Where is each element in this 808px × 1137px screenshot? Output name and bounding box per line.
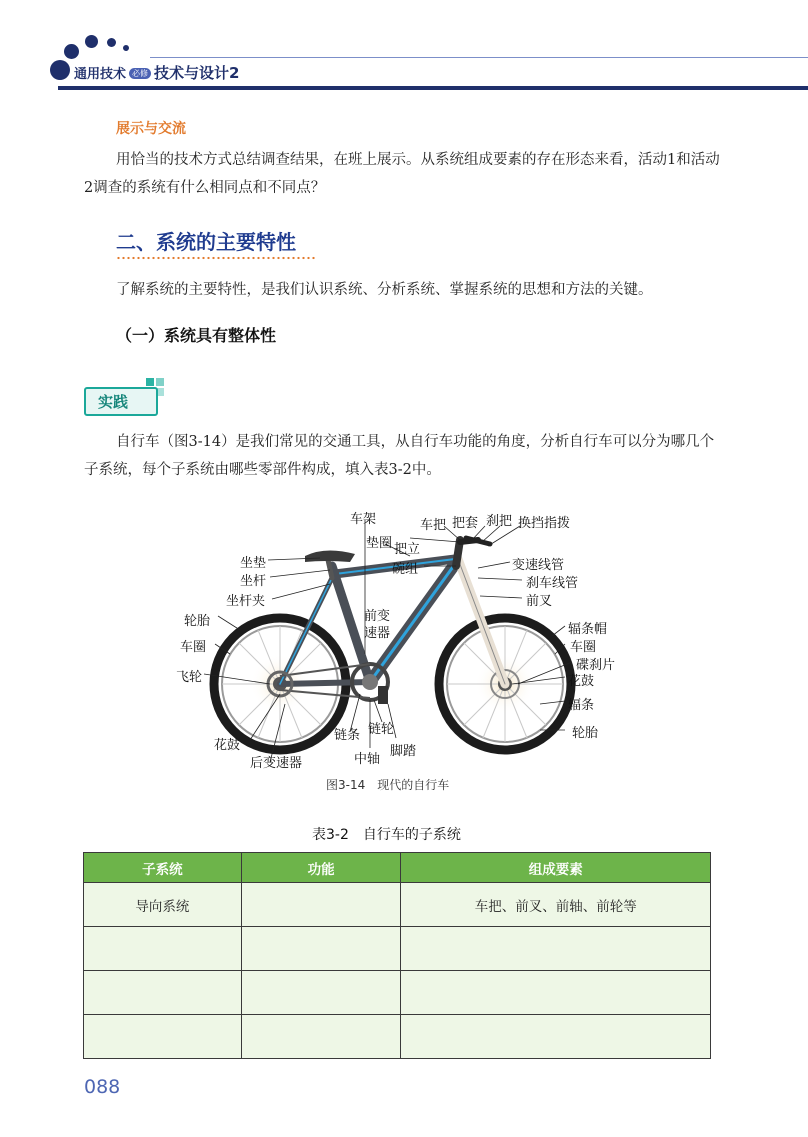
book-title: 技术与设计2 bbox=[154, 64, 240, 82]
header-dot-large bbox=[50, 60, 70, 80]
label-rim-rear: 车圈 bbox=[180, 640, 207, 655]
label-seatpost: 坐杆 bbox=[240, 574, 267, 589]
table-row bbox=[84, 883, 711, 927]
page-header bbox=[0, 0, 808, 100]
practice-badge bbox=[84, 378, 174, 416]
table-cell[interactable] bbox=[84, 1015, 242, 1059]
label-tire-front: 轮胎 bbox=[572, 726, 599, 741]
series-name: 通用技术 bbox=[74, 67, 127, 82]
label-saddle: 坐垫 bbox=[240, 556, 267, 571]
label-grip: 把套 bbox=[452, 516, 479, 531]
figure-caption: 图3-14 现代的自行车 bbox=[326, 778, 450, 792]
table-cell[interactable] bbox=[241, 927, 401, 971]
table-cell[interactable] bbox=[401, 971, 711, 1015]
label-chain: 链条 bbox=[334, 728, 361, 743]
label-front-derailleur: 前变 速器 bbox=[364, 609, 391, 641]
table-cell[interactable] bbox=[84, 927, 242, 971]
table-cell[interactable]: 车把、前叉、前轴、前轮等 bbox=[401, 883, 711, 927]
label-bottom-bracket: 中轴 bbox=[354, 752, 381, 767]
label-rear-derailleur: 后变速器 bbox=[250, 756, 303, 771]
table-cell[interactable] bbox=[401, 927, 711, 971]
header-dot bbox=[85, 35, 98, 48]
table-caption: 表3-2 自行车的子系统 bbox=[312, 827, 461, 843]
label-shift-cable: 变速线管 bbox=[512, 558, 565, 573]
table-cell[interactable] bbox=[241, 883, 401, 927]
header-dot bbox=[107, 38, 116, 47]
table-header: 组成要素 bbox=[401, 853, 711, 883]
header-rule bbox=[58, 86, 808, 90]
label-seat-clamp: 坐杆夹 bbox=[226, 594, 266, 609]
label-spoke: 辐条 bbox=[568, 698, 595, 713]
label-pedal: 脚踏 bbox=[390, 744, 417, 759]
label-hub-front: 花鼓 bbox=[568, 674, 595, 689]
subsection-title: （一）系统具有整体性 bbox=[116, 326, 277, 345]
bicycle-figure bbox=[160, 504, 640, 779]
required-badge: 必修 bbox=[129, 68, 151, 79]
label-hub-rear: 花鼓 bbox=[214, 738, 241, 753]
header-title bbox=[74, 62, 239, 83]
header-dot bbox=[64, 44, 79, 59]
label-handlebar: 车把 bbox=[420, 518, 447, 533]
table-header-row bbox=[84, 853, 711, 883]
table-cell[interactable] bbox=[241, 971, 401, 1015]
display-heading: 展示与交流 bbox=[116, 121, 186, 137]
table-header: 功能 bbox=[241, 853, 401, 883]
label-disc-brake: 碟刹片 bbox=[576, 658, 616, 673]
table-cell[interactable] bbox=[84, 971, 242, 1015]
badge-square bbox=[156, 378, 164, 386]
header-thin-rule bbox=[150, 57, 808, 58]
label-chainring: 链轮 bbox=[368, 722, 395, 737]
subsystem-table bbox=[83, 852, 711, 1059]
label-stem: 把立 bbox=[394, 542, 421, 557]
table-header: 子系统 bbox=[84, 853, 242, 883]
table-row bbox=[84, 1015, 711, 1059]
label-tire-rear: 轮胎 bbox=[184, 614, 211, 629]
label-brake-cable: 刹车线管 bbox=[526, 576, 579, 591]
label-spacer: 垫圈 bbox=[366, 536, 393, 551]
label-fork: 前叉 bbox=[526, 594, 553, 609]
label-frame: 车架 bbox=[350, 512, 377, 527]
label-cassette: 飞轮 bbox=[176, 670, 203, 685]
section-title: 二、系统的主要特性 bbox=[116, 230, 296, 254]
label-brake-lever: 刹把 bbox=[486, 514, 513, 529]
table-cell[interactable] bbox=[401, 1015, 711, 1059]
header-dot-small bbox=[123, 45, 129, 51]
table-row bbox=[84, 927, 711, 971]
table-cell[interactable] bbox=[241, 1015, 401, 1059]
practice-tag bbox=[84, 387, 158, 416]
table-cell[interactable]: 导向系统 bbox=[84, 883, 242, 927]
badge-square bbox=[146, 378, 154, 386]
practice-paragraph: 自行车（图3-14）是我们常见的交通工具，从自行车功能的角度，分析自行车可以分为哪几个子系统，每个子系统由哪些零部件构成，填入表3-2中。 bbox=[84, 434, 715, 478]
label-spoke-cap: 辐条帽 bbox=[568, 622, 608, 637]
label-rim-front: 车圈 bbox=[570, 640, 597, 655]
label-shifter: 换挡指拨 bbox=[518, 516, 571, 531]
label-headset: 碗组 bbox=[392, 562, 419, 577]
practice-label: 实践 bbox=[98, 393, 129, 411]
section-underline bbox=[116, 256, 316, 260]
page-number: 088 bbox=[84, 1076, 121, 1098]
section-intro: 了解系统的主要特性，是我们认识系统、分析系统、掌握系统的思想和方法的关键。 bbox=[116, 282, 653, 298]
display-paragraph: 用恰当的技术方式总结调查结果，在班上展示。从系统组成要素的存在形态来看，活动1和活动2调查的系统有什么相同点和不同点？ bbox=[84, 152, 720, 196]
table-row bbox=[84, 971, 711, 1015]
